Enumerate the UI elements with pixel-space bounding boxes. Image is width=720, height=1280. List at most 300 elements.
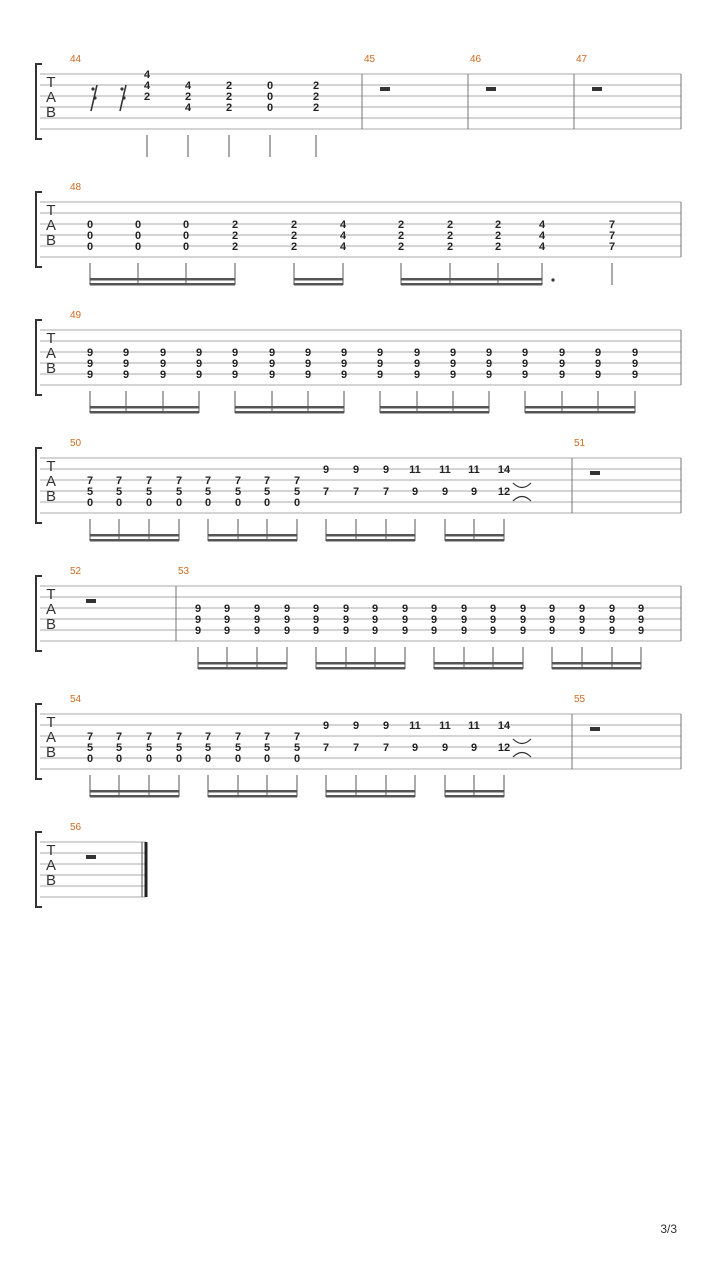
- fret-number: 9: [631, 358, 639, 370]
- fret-number: 0: [182, 230, 190, 242]
- page-number: 3/3: [660, 1222, 677, 1236]
- fret-number: 0: [86, 230, 94, 242]
- fret-number: 9: [460, 603, 468, 615]
- rest-dot: [122, 96, 125, 99]
- beam: [316, 662, 405, 665]
- fret-number: 9: [594, 369, 602, 381]
- bar-number: 51: [574, 438, 586, 449]
- fret-number: 9: [342, 603, 350, 615]
- fret-number: 7: [608, 219, 616, 231]
- fret-number: 4: [538, 241, 546, 253]
- fret-number: 9: [441, 742, 449, 754]
- fret-number: 9: [322, 464, 330, 476]
- fret-number: 2: [446, 230, 454, 242]
- fret-number: 9: [122, 358, 130, 370]
- fret-number: 0: [86, 497, 94, 509]
- fret-number: 2: [494, 219, 502, 231]
- fret-number: 9: [340, 358, 348, 370]
- tab-clef-letter: B: [45, 616, 57, 633]
- tab-clef-letter: T: [46, 74, 56, 91]
- tab-clef-letter: B: [45, 488, 57, 505]
- fret-number: 2: [231, 241, 239, 253]
- fret-number: 0: [134, 241, 142, 253]
- fret-number: 2: [397, 219, 405, 231]
- fret-number: 0: [266, 91, 274, 103]
- fret-number: 9: [159, 347, 167, 359]
- fret-number: 9: [342, 625, 350, 637]
- beam: [525, 411, 635, 414]
- fret-number: 9: [637, 614, 645, 626]
- fret-number: 9: [548, 625, 556, 637]
- fret-number: 9: [312, 614, 320, 626]
- beam: [401, 278, 542, 281]
- tab-clef-letter: A: [45, 857, 57, 874]
- beam: [552, 667, 641, 670]
- tab-clef-letter: T: [46, 330, 56, 347]
- fret-number: 9: [401, 625, 409, 637]
- fret-number: 0: [134, 219, 142, 231]
- fret-number: 0: [86, 219, 94, 231]
- fret-number: 5: [293, 742, 301, 754]
- tab-clef-letter: B: [45, 360, 57, 377]
- fret-number: 9: [312, 625, 320, 637]
- fret-number: 9: [352, 464, 360, 476]
- fret-number: 9: [86, 347, 94, 359]
- fret-number: 9: [637, 603, 645, 615]
- fret-number: 9: [283, 625, 291, 637]
- fret-number: 9: [548, 603, 556, 615]
- fret-number: 9: [608, 603, 616, 615]
- fret-number: 9: [382, 720, 390, 732]
- fret-number: 9: [283, 603, 291, 615]
- fret-number: 7: [115, 731, 123, 743]
- fret-number: 14: [497, 720, 511, 732]
- fret-number: 2: [446, 241, 454, 253]
- fret-number: 2: [397, 241, 405, 253]
- tab-clef-letter: T: [46, 202, 56, 219]
- fret-number: 9: [449, 369, 457, 381]
- bar-number: 54: [70, 694, 82, 705]
- beam: [326, 534, 415, 537]
- tab-staff-svg: [0, 566, 720, 682]
- fret-number: 9: [519, 614, 527, 626]
- beam: [326, 790, 415, 793]
- whole-rest: [590, 471, 600, 475]
- fret-number: 14: [497, 464, 511, 476]
- fret-number: 5: [115, 742, 123, 754]
- fret-number: 9: [521, 358, 529, 370]
- slide-mark: [513, 753, 531, 758]
- fret-number: 7: [293, 731, 301, 743]
- fret-number: 7: [382, 742, 390, 754]
- beam: [90, 283, 235, 286]
- fret-number: 7: [608, 230, 616, 242]
- bar-number: 47: [576, 54, 588, 65]
- fret-number: 7: [86, 475, 94, 487]
- fret-number: 0: [204, 497, 212, 509]
- beam: [208, 534, 297, 537]
- fret-number: 9: [352, 720, 360, 732]
- fret-number: 7: [86, 731, 94, 743]
- fret-number: 0: [134, 230, 142, 242]
- fret-number: 9: [401, 614, 409, 626]
- fret-number: 2: [225, 91, 233, 103]
- fret-number: 0: [86, 753, 94, 765]
- fret-number: 0: [182, 241, 190, 253]
- beam: [198, 662, 287, 665]
- fret-number: 0: [145, 753, 153, 765]
- rest-dot: [91, 87, 94, 90]
- beam: [198, 667, 287, 670]
- fret-number: 2: [231, 219, 239, 231]
- fret-number: 9: [376, 358, 384, 370]
- bar-number: 48: [70, 182, 82, 193]
- fret-number: 7: [322, 742, 330, 754]
- fret-number: 7: [608, 241, 616, 253]
- system-bracket: [36, 320, 42, 395]
- whole-rest: [592, 87, 602, 91]
- fret-number: 9: [485, 369, 493, 381]
- fret-number: 4: [538, 219, 546, 231]
- fret-number: 9: [122, 347, 130, 359]
- beam: [326, 795, 415, 798]
- fret-number: 5: [204, 486, 212, 498]
- fret-number: 0: [115, 497, 123, 509]
- beam: [90, 534, 179, 537]
- tab-clef-letter: A: [45, 729, 57, 746]
- rest-dot: [120, 87, 123, 90]
- tab-system: [0, 566, 720, 682]
- fret-number: 9: [558, 347, 566, 359]
- fret-number: 5: [175, 486, 183, 498]
- system-bracket: [36, 576, 42, 651]
- fret-number: 5: [263, 742, 271, 754]
- fret-number: 9: [485, 347, 493, 359]
- beam: [90, 795, 179, 798]
- tab-system: [0, 438, 720, 554]
- fret-number: 0: [115, 753, 123, 765]
- fret-number: 2: [290, 241, 298, 253]
- fret-number: 2: [290, 230, 298, 242]
- rest-dot: [93, 96, 96, 99]
- fret-number: 9: [195, 358, 203, 370]
- fret-number: 4: [143, 80, 151, 92]
- fret-number: 9: [608, 614, 616, 626]
- fret-number: 5: [204, 742, 212, 754]
- fret-number: 9: [340, 347, 348, 359]
- dot: [551, 278, 554, 281]
- fret-number: 9: [413, 347, 421, 359]
- fret-number: 7: [263, 731, 271, 743]
- fret-number: 11: [468, 720, 480, 732]
- tab-clef-letter: B: [45, 872, 57, 889]
- whole-rest: [86, 599, 96, 603]
- fret-number: 9: [231, 347, 239, 359]
- fret-number: 9: [430, 603, 438, 615]
- beam: [552, 662, 641, 665]
- fret-number: 0: [234, 753, 242, 765]
- fret-number: 5: [115, 486, 123, 498]
- fret-number: 5: [145, 742, 153, 754]
- fret-number: 9: [489, 614, 497, 626]
- system-bracket: [36, 448, 42, 523]
- system-bracket: [36, 832, 42, 907]
- fret-number: 7: [175, 475, 183, 487]
- fret-number: 9: [608, 625, 616, 637]
- fret-number: 9: [231, 369, 239, 381]
- fret-number: 9: [430, 614, 438, 626]
- fret-number: 2: [446, 219, 454, 231]
- tab-staff-svg: [0, 182, 720, 298]
- fret-number: 11: [409, 464, 421, 476]
- beam: [445, 539, 504, 542]
- fret-number: 9: [521, 347, 529, 359]
- fret-number: 7: [115, 475, 123, 487]
- fret-number: 9: [485, 358, 493, 370]
- slide-mark: [513, 739, 531, 744]
- fret-number: 9: [470, 486, 478, 498]
- fret-number: 4: [143, 69, 151, 81]
- fret-number: 0: [293, 497, 301, 509]
- fret-number: 7: [175, 731, 183, 743]
- tab-clef-letter: A: [45, 473, 57, 490]
- fret-number: 9: [430, 625, 438, 637]
- system-bracket: [36, 704, 42, 779]
- fret-number: 2: [312, 102, 320, 114]
- beam: [90, 406, 199, 409]
- fret-number: 5: [175, 742, 183, 754]
- fret-number: 9: [194, 625, 202, 637]
- fret-number: 9: [460, 625, 468, 637]
- fret-number: 0: [263, 753, 271, 765]
- beam: [90, 411, 199, 414]
- fret-number: 4: [538, 230, 546, 242]
- bar-number: 55: [574, 694, 586, 705]
- whole-rest: [380, 87, 390, 91]
- fret-number: 11: [468, 464, 480, 476]
- fret-number: 12: [497, 742, 511, 754]
- fret-number: 9: [449, 358, 457, 370]
- fret-number: 7: [145, 731, 153, 743]
- fret-number: 2: [225, 102, 233, 114]
- fret-number: 7: [145, 475, 153, 487]
- fret-number: 2: [312, 80, 320, 92]
- fret-number: 5: [234, 742, 242, 754]
- beam: [90, 790, 179, 793]
- tab-clef-letter: T: [46, 458, 56, 475]
- system-bracket: [36, 64, 42, 139]
- fret-number: 9: [194, 603, 202, 615]
- fret-number: 9: [449, 347, 457, 359]
- fret-number: 11: [439, 720, 451, 732]
- fret-number: 9: [548, 614, 556, 626]
- fret-number: 9: [253, 614, 261, 626]
- tab-clef-letter: B: [45, 104, 57, 121]
- fret-number: 7: [234, 475, 242, 487]
- fret-number: 4: [184, 80, 192, 92]
- tab-clef-letter: A: [45, 89, 57, 106]
- fret-number: 9: [304, 369, 312, 381]
- fret-number: 11: [409, 720, 421, 732]
- bar-number: 46: [470, 54, 482, 65]
- fret-number: 9: [86, 358, 94, 370]
- fret-number: 5: [293, 486, 301, 498]
- fret-number: 9: [637, 625, 645, 637]
- fret-number: 9: [86, 369, 94, 381]
- fret-number: 9: [253, 603, 261, 615]
- fret-number: 9: [578, 614, 586, 626]
- fret-number: 9: [159, 358, 167, 370]
- beam: [316, 667, 405, 670]
- beam: [235, 411, 344, 414]
- fret-number: 9: [401, 603, 409, 615]
- fret-number: 7: [352, 486, 360, 498]
- fret-number: 5: [145, 486, 153, 498]
- tab-clef-letter: A: [45, 601, 57, 618]
- tab-staff-svg: [0, 438, 720, 554]
- tab-clef-letter: B: [45, 232, 57, 249]
- fret-number: 9: [195, 347, 203, 359]
- beam: [294, 278, 343, 281]
- fret-number: 2: [312, 91, 320, 103]
- fret-number: 7: [382, 486, 390, 498]
- fret-number: 9: [268, 358, 276, 370]
- fret-number: 7: [234, 731, 242, 743]
- fret-number: 9: [519, 603, 527, 615]
- fret-number: 9: [519, 625, 527, 637]
- fret-number: 2: [184, 91, 192, 103]
- fret-number: 11: [439, 464, 451, 476]
- beam: [90, 278, 235, 281]
- bar-number: 44: [70, 54, 82, 65]
- fret-number: 7: [204, 475, 212, 487]
- beam: [401, 283, 542, 286]
- fret-number: 4: [339, 241, 347, 253]
- fret-number: 9: [441, 486, 449, 498]
- fret-number: 5: [234, 486, 242, 498]
- fret-number: 9: [411, 486, 419, 498]
- fret-number: 9: [342, 614, 350, 626]
- fret-number: 0: [266, 80, 274, 92]
- fret-number: 9: [413, 369, 421, 381]
- fret-number: 2: [290, 219, 298, 231]
- beam: [208, 539, 297, 542]
- fret-number: 9: [223, 614, 231, 626]
- beam: [434, 662, 523, 665]
- fret-number: 4: [184, 102, 192, 114]
- fret-number: 9: [371, 625, 379, 637]
- fret-number: 0: [145, 497, 153, 509]
- fret-number: 5: [86, 486, 94, 498]
- beam: [235, 406, 344, 409]
- tab-system: [0, 694, 720, 810]
- tab-system: [0, 822, 720, 938]
- bar-number: 49: [70, 310, 82, 321]
- fret-number: 9: [122, 369, 130, 381]
- fret-number: 0: [266, 102, 274, 114]
- fret-number: 0: [86, 241, 94, 253]
- fret-number: 9: [304, 347, 312, 359]
- tab-system: [0, 54, 720, 170]
- fret-number: 5: [263, 486, 271, 498]
- fret-number: 9: [304, 358, 312, 370]
- fret-number: 9: [558, 369, 566, 381]
- tab-clef-letter: B: [45, 744, 57, 761]
- fret-number: 9: [631, 347, 639, 359]
- fret-number: 0: [182, 219, 190, 231]
- tab-system: [0, 310, 720, 426]
- tab-system: [0, 182, 720, 298]
- whole-rest: [86, 855, 96, 859]
- fret-number: 0: [175, 497, 183, 509]
- fret-number: 9: [194, 614, 202, 626]
- beam: [294, 283, 343, 286]
- fret-number: 9: [578, 625, 586, 637]
- fret-number: 2: [494, 230, 502, 242]
- fret-number: 2: [494, 241, 502, 253]
- fret-number: 2: [143, 91, 151, 103]
- beam: [445, 534, 504, 537]
- fret-number: 9: [223, 625, 231, 637]
- fret-number: 9: [382, 464, 390, 476]
- fret-number: 9: [489, 625, 497, 637]
- fret-number: 9: [253, 625, 261, 637]
- bar-number: 52: [70, 566, 82, 577]
- fret-number: 7: [293, 475, 301, 487]
- fret-number: 9: [594, 358, 602, 370]
- beam: [208, 790, 297, 793]
- fret-number: 0: [263, 497, 271, 509]
- fret-number: 9: [371, 603, 379, 615]
- fret-number: 7: [322, 486, 330, 498]
- beam: [525, 406, 635, 409]
- fret-number: 9: [195, 369, 203, 381]
- fret-number: 9: [411, 742, 419, 754]
- beam: [445, 795, 504, 798]
- fret-number: 9: [489, 603, 497, 615]
- bar-number: 56: [70, 822, 82, 833]
- fret-number: 0: [175, 753, 183, 765]
- fret-number: 4: [339, 219, 347, 231]
- fret-number: 2: [225, 80, 233, 92]
- fret-number: 9: [340, 369, 348, 381]
- tab-clef-letter: A: [45, 345, 57, 362]
- tab-staff-svg: [0, 54, 720, 170]
- fret-number: 2: [397, 230, 405, 242]
- fret-number: 7: [204, 731, 212, 743]
- fret-number: 0: [293, 753, 301, 765]
- fret-number: 9: [322, 720, 330, 732]
- tab-staff-svg: [0, 310, 720, 426]
- fret-number: 0: [234, 497, 242, 509]
- fret-number: 9: [594, 347, 602, 359]
- fret-number: 9: [413, 358, 421, 370]
- fret-number: 4: [339, 230, 347, 242]
- fret-number: 9: [312, 603, 320, 615]
- beam: [380, 406, 489, 409]
- bar-number: 53: [178, 566, 190, 577]
- tab-clef-letter: T: [46, 586, 56, 603]
- fret-number: 7: [263, 475, 271, 487]
- fret-number: 9: [283, 614, 291, 626]
- fret-number: 7: [352, 742, 360, 754]
- tab-clef-letter: T: [46, 842, 56, 859]
- fret-number: 9: [376, 369, 384, 381]
- beam: [208, 795, 297, 798]
- fret-number: 9: [268, 347, 276, 359]
- whole-rest: [590, 727, 600, 731]
- tab-clef-letter: T: [46, 714, 56, 731]
